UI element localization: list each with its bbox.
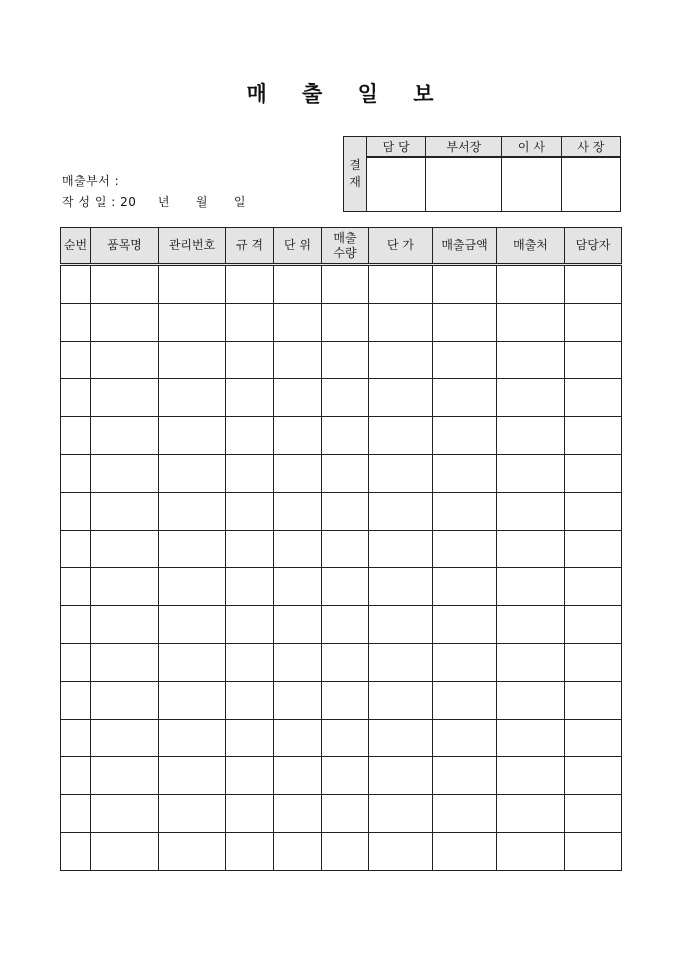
cell-person-in-charge[interactable]	[565, 795, 622, 833]
cell-management-no[interactable]	[159, 719, 226, 757]
cell-customer[interactable]	[497, 568, 565, 606]
cell-sales-qty[interactable]	[322, 795, 369, 833]
approval-side-char-2: 재	[349, 175, 361, 189]
header-sales-qty	[322, 228, 369, 265]
approval-role-president: 사 장	[561, 137, 620, 158]
cell-customer[interactable]	[497, 341, 565, 379]
table-row	[61, 303, 622, 341]
cell-customer[interactable]	[497, 530, 565, 568]
cell-sales-qty[interactable]	[322, 454, 369, 492]
cell-item-name[interactable]	[91, 379, 159, 417]
table-row	[61, 454, 622, 492]
cell-unit-price[interactable]	[369, 568, 433, 606]
cell-sales-qty[interactable]	[322, 719, 369, 757]
cell-no[interactable]	[61, 643, 91, 681]
cell-no[interactable]	[61, 568, 91, 606]
page-title: 매 출 일 보	[246, 81, 448, 106]
cell-person-in-charge[interactable]	[565, 417, 622, 455]
cell-management-no[interactable]	[159, 492, 226, 530]
sales-department-label: 매출부서 :	[62, 174, 120, 188]
cell-no[interactable]	[61, 719, 91, 757]
cell-unit[interactable]	[274, 606, 322, 644]
cell-person-in-charge[interactable]	[565, 341, 622, 379]
cell-customer[interactable]	[497, 303, 565, 341]
table-row	[61, 643, 622, 681]
header-person-in-charge: 담당자	[565, 228, 622, 265]
cell-item-name[interactable]	[91, 530, 159, 568]
cell-spec[interactable]	[226, 341, 274, 379]
cell-unit-price[interactable]	[369, 757, 433, 795]
ledger-body	[61, 265, 622, 871]
table-row	[61, 568, 622, 606]
cell-no[interactable]	[61, 379, 91, 417]
cell-sales-amount[interactable]	[433, 265, 497, 304]
cell-customer[interactable]	[497, 492, 565, 530]
cell-unit[interactable]	[274, 341, 322, 379]
cell-sales-qty[interactable]	[322, 643, 369, 681]
cell-management-no[interactable]	[159, 795, 226, 833]
cell-management-no[interactable]	[159, 417, 226, 455]
cell-sales-amount[interactable]	[433, 757, 497, 795]
cell-sales-qty[interactable]	[322, 492, 369, 530]
cell-no[interactable]	[61, 606, 91, 644]
cell-no[interactable]	[61, 795, 91, 833]
cell-management-no[interactable]	[159, 379, 226, 417]
cell-no[interactable]	[61, 832, 91, 870]
cell-sales-amount[interactable]	[433, 719, 497, 757]
cell-spec[interactable]	[226, 530, 274, 568]
cell-unit-price[interactable]	[369, 832, 433, 870]
table-row	[61, 492, 622, 530]
cell-management-no[interactable]	[159, 757, 226, 795]
cell-item-name[interactable]	[91, 795, 159, 833]
cell-unit[interactable]	[274, 492, 322, 530]
cell-spec[interactable]	[226, 606, 274, 644]
cell-unit-price[interactable]	[369, 643, 433, 681]
cell-item-name[interactable]	[91, 719, 159, 757]
cell-sales-amount[interactable]	[433, 795, 497, 833]
header-item-name: 품목명	[91, 228, 159, 265]
cell-item-name[interactable]	[91, 606, 159, 644]
cell-person-in-charge[interactable]	[565, 303, 622, 341]
cell-management-no[interactable]	[159, 643, 226, 681]
cell-sales-amount[interactable]	[433, 417, 497, 455]
cell-management-no[interactable]	[159, 265, 226, 304]
cell-sales-qty[interactable]	[322, 568, 369, 606]
cell-sales-amount[interactable]	[433, 681, 497, 719]
table-row	[61, 417, 622, 455]
cell-unit[interactable]	[274, 757, 322, 795]
cell-item-name[interactable]	[91, 832, 159, 870]
cell-sales-qty[interactable]	[322, 303, 369, 341]
cell-unit[interactable]	[274, 719, 322, 757]
cell-spec[interactable]	[226, 454, 274, 492]
cell-sales-qty[interactable]	[322, 417, 369, 455]
cell-unit-price[interactable]	[369, 303, 433, 341]
cell-item-name[interactable]	[91, 265, 159, 304]
cell-spec[interactable]	[226, 757, 274, 795]
cell-item-name[interactable]	[91, 681, 159, 719]
cell-no[interactable]	[61, 303, 91, 341]
cell-management-no[interactable]	[159, 454, 226, 492]
approval-side-char-1: 결	[349, 158, 361, 172]
cell-customer[interactable]	[497, 757, 565, 795]
cell-customer[interactable]	[497, 265, 565, 304]
cell-item-name[interactable]	[91, 643, 159, 681]
cell-unit-price[interactable]	[369, 454, 433, 492]
cell-spec[interactable]	[226, 832, 274, 870]
cell-person-in-charge[interactable]	[565, 492, 622, 530]
cell-unit-price[interactable]	[369, 681, 433, 719]
cell-customer[interactable]	[497, 417, 565, 455]
cell-person-in-charge[interactable]	[565, 265, 622, 304]
cell-spec[interactable]	[226, 379, 274, 417]
cell-item-name[interactable]	[91, 303, 159, 341]
cell-customer[interactable]	[497, 832, 565, 870]
cell-person-in-charge[interactable]	[565, 379, 622, 417]
cell-unit-price[interactable]	[369, 795, 433, 833]
cell-unit[interactable]	[274, 379, 322, 417]
cell-management-no[interactable]	[159, 606, 226, 644]
cell-person-in-charge[interactable]	[565, 719, 622, 757]
cell-no[interactable]	[61, 454, 91, 492]
cell-no[interactable]	[61, 757, 91, 795]
cell-sales-amount[interactable]	[433, 379, 497, 417]
cell-sales-qty[interactable]	[322, 379, 369, 417]
table-row	[61, 832, 622, 870]
header-sales-qty-line2: 수량	[333, 245, 357, 260]
header-sales-qty-line1: 매출	[333, 230, 357, 245]
cell-item-name[interactable]	[91, 454, 159, 492]
cell-sales-qty[interactable]	[322, 681, 369, 719]
cell-management-no[interactable]	[159, 832, 226, 870]
approval-role-director: 이 사	[502, 137, 561, 158]
cell-customer[interactable]	[497, 681, 565, 719]
approval-role-staff: 담 당	[367, 137, 426, 158]
cell-unit[interactable]	[274, 303, 322, 341]
cell-management-no[interactable]	[159, 303, 226, 341]
table-row	[61, 757, 622, 795]
header-no: 순번	[61, 228, 91, 265]
cell-sales-qty[interactable]	[322, 341, 369, 379]
table-row	[61, 606, 622, 644]
approval-table	[343, 136, 621, 212]
approval-role-manager: 부서장	[426, 137, 502, 158]
cell-unit[interactable]	[274, 832, 322, 870]
cell-management-no[interactable]	[159, 681, 226, 719]
cell-spec[interactable]	[226, 265, 274, 304]
cell-unit-price[interactable]	[369, 265, 433, 304]
cell-unit[interactable]	[274, 417, 322, 455]
cell-sales-amount[interactable]	[433, 454, 497, 492]
header-customer: 매출처	[497, 228, 565, 265]
approval-sign-president[interactable]	[561, 157, 620, 211]
cell-sales-qty[interactable]	[322, 832, 369, 870]
cell-unit[interactable]	[274, 643, 322, 681]
header-management-no: 관리번호	[159, 228, 226, 265]
cell-no[interactable]	[61, 341, 91, 379]
cell-person-in-charge[interactable]	[565, 643, 622, 681]
cell-unit-price[interactable]	[369, 417, 433, 455]
approval-sign-director[interactable]	[502, 157, 561, 211]
cell-spec[interactable]	[226, 643, 274, 681]
cell-unit[interactable]	[274, 568, 322, 606]
cell-management-no[interactable]	[159, 530, 226, 568]
cell-unit-price[interactable]	[369, 379, 433, 417]
cell-sales-amount[interactable]	[433, 568, 497, 606]
table-row	[61, 719, 622, 757]
cell-sales-qty[interactable]	[322, 265, 369, 304]
cell-unit-price[interactable]	[369, 492, 433, 530]
header-unit: 단 위	[274, 228, 322, 265]
cell-spec[interactable]	[226, 719, 274, 757]
cell-spec[interactable]	[226, 568, 274, 606]
cell-unit[interactable]	[274, 265, 322, 304]
cell-no[interactable]	[61, 265, 91, 304]
cell-item-name[interactable]	[91, 417, 159, 455]
cell-no[interactable]	[61, 530, 91, 568]
table-row	[61, 795, 622, 833]
approval-sign-manager[interactable]	[426, 157, 502, 211]
cell-person-in-charge[interactable]	[565, 568, 622, 606]
sales-ledger-table	[60, 227, 622, 871]
ledger-header-row	[61, 228, 622, 265]
header-sales-amount: 매출금액	[433, 228, 497, 265]
cell-unit-price[interactable]	[369, 606, 433, 644]
cell-customer[interactable]	[497, 454, 565, 492]
cell-customer[interactable]	[497, 606, 565, 644]
cell-item-name[interactable]	[91, 757, 159, 795]
date-label: 작 성 일 : 20 년 월 일	[62, 195, 246, 209]
cell-sales-qty[interactable]	[322, 606, 369, 644]
cell-no[interactable]	[61, 681, 91, 719]
cell-sales-amount[interactable]	[433, 643, 497, 681]
cell-unit[interactable]	[274, 530, 322, 568]
cell-customer[interactable]	[497, 719, 565, 757]
cell-person-in-charge[interactable]	[565, 681, 622, 719]
cell-person-in-charge[interactable]	[565, 606, 622, 644]
cell-sales-qty[interactable]	[322, 530, 369, 568]
table-row	[61, 341, 622, 379]
header-spec: 규 격	[226, 228, 274, 265]
approval-sign-staff[interactable]	[367, 157, 426, 211]
cell-unit[interactable]	[274, 795, 322, 833]
cell-sales-amount[interactable]	[433, 341, 497, 379]
cell-no[interactable]	[61, 492, 91, 530]
cell-item-name[interactable]	[91, 341, 159, 379]
cell-management-no[interactable]	[159, 341, 226, 379]
cell-sales-amount[interactable]	[433, 530, 497, 568]
header-unit-price: 단 가	[369, 228, 433, 265]
cell-person-in-charge[interactable]	[565, 757, 622, 795]
cell-spec[interactable]	[226, 492, 274, 530]
cell-unit[interactable]	[274, 681, 322, 719]
cell-unit-price[interactable]	[369, 341, 433, 379]
cell-item-name[interactable]	[91, 568, 159, 606]
cell-no[interactable]	[61, 417, 91, 455]
table-row	[61, 379, 622, 417]
cell-unit-price[interactable]	[369, 530, 433, 568]
cell-sales-amount[interactable]	[433, 492, 497, 530]
cell-sales-amount[interactable]	[433, 303, 497, 341]
cell-management-no[interactable]	[159, 568, 226, 606]
cell-person-in-charge[interactable]	[565, 454, 622, 492]
cell-customer[interactable]	[497, 379, 565, 417]
table-row	[61, 530, 622, 568]
approval-side-label	[344, 137, 367, 212]
cell-unit[interactable]	[274, 454, 322, 492]
cell-spec[interactable]	[226, 795, 274, 833]
cell-sales-qty[interactable]	[322, 757, 369, 795]
cell-spec[interactable]	[226, 303, 274, 341]
cell-unit-price[interactable]	[369, 719, 433, 757]
cell-spec[interactable]	[226, 681, 274, 719]
cell-customer[interactable]	[497, 643, 565, 681]
cell-person-in-charge[interactable]	[565, 832, 622, 870]
cell-customer[interactable]	[497, 795, 565, 833]
cell-sales-amount[interactable]	[433, 832, 497, 870]
cell-sales-amount[interactable]	[433, 606, 497, 644]
table-row	[61, 681, 622, 719]
cell-item-name[interactable]	[91, 492, 159, 530]
cell-spec[interactable]	[226, 417, 274, 455]
cell-person-in-charge[interactable]	[565, 530, 622, 568]
table-row	[61, 265, 622, 304]
